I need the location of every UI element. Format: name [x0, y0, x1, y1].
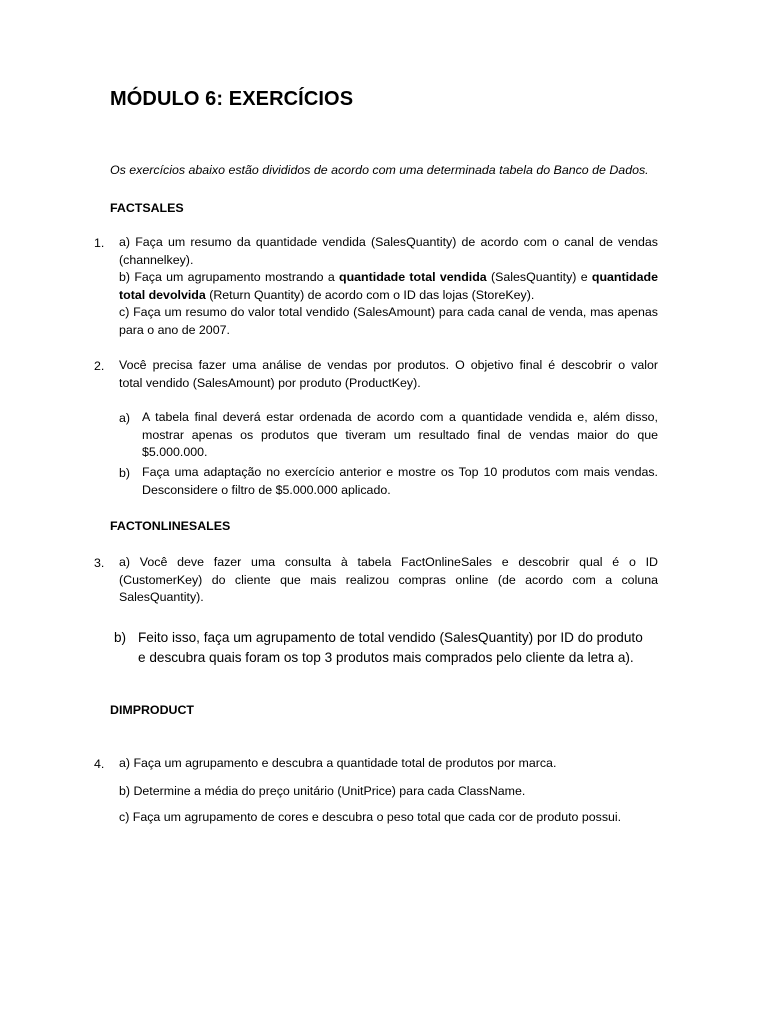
exercise-1b-text-mid: (SalesQuantity) e: [486, 270, 592, 285]
exercise-3b-line2: e descubra quais foram os top 3 produtos mais comprados pelo cliente da letra a).: [138, 650, 634, 665]
exercise-1-body: [119, 234, 658, 340]
exercise-1a-line1: a) Faça um resumo da quantidade vendida (SalesQuantity) de acordo com o canal de vendas: [119, 235, 658, 249]
exercise-3b-line1: Feito isso, faça um agrupamento de total vendido (SalesQuantity) por ID do produto: [138, 630, 643, 645]
exercise-1c-line1: c) Faça um resumo do valor total vendido (SalesAmount) para cada canal de venda, mas apenas: [119, 305, 658, 320]
exercise-2a-label: a): [119, 411, 131, 425]
exercise-2-line1: Você precisa fazer uma análise de vendas por produtos. O objetivo final é descobrir o valor: [119, 358, 658, 372]
exercise-2-number: 2.: [94, 359, 105, 373]
exercise-1c-line2: para o ano de 2007.: [119, 322, 230, 337]
section-factonlinesales: FACTONLINESALES: [110, 519, 231, 533]
exercise-2a-line1: A tabela final deverá estar ordenada de acordo com a quantidade vendida e, além disso,: [142, 410, 658, 424]
exercise-3b-body: [138, 628, 660, 668]
exercise-1b-line2: [119, 287, 658, 305]
exercise-4a: a) Faça um agrupamento e descubra a quantidade total de produtos por marca.: [119, 756, 557, 770]
section-dimproduct: DIMPRODUCT: [110, 703, 194, 717]
exercise-1b-text: b) Faça um agrupamento mostrando a: [119, 270, 340, 285]
exercise-1b-bold-returned: total devolvida: [119, 287, 206, 302]
exercise-2b-body: [142, 464, 658, 499]
exercise-2a-line3: $5.000.000.: [142, 445, 208, 460]
exercise-1-number: 1.: [94, 236, 105, 250]
exercise-2b-line1: Faça uma adaptação no exercício anterior e mostre os Top 10 produtos com mais vendas.: [142, 465, 658, 479]
section-factsales: FACTSALES: [110, 201, 184, 215]
exercise-2a-body: [142, 409, 658, 462]
exercise-1b-bold-quantity: quantidade: [591, 270, 658, 285]
exercise-4b: b) Determine a média do preço unitário (UnitPrice) para cada ClassName.: [119, 784, 526, 798]
exercise-4c: c) Faça um agrupamento de cores e descubra o peso total que cada cor de produto possui.: [119, 810, 622, 824]
exercise-1b-line1: [119, 269, 658, 287]
exercise-3a-body: [119, 554, 658, 607]
exercise-2-line2: total vendido (SalesAmount) por produto (ProductKey).: [119, 375, 421, 390]
page-title: MÓDULO 6: EXERCÍCIOS: [110, 88, 354, 110]
exercise-3-number: 3.: [94, 556, 105, 570]
exercise-3b-label: b): [114, 630, 127, 645]
exercise-4-number: 4.: [94, 757, 105, 771]
exercise-2-body: [119, 357, 658, 392]
exercise-3a-line3: SalesQuantity).: [119, 590, 204, 605]
intro-text: Os exercícios abaixo estão divididos de acordo com uma determinada tabela do Banco de Dados.: [110, 163, 649, 177]
exercise-1b-bold-sold: quantidade total vendida: [339, 270, 487, 285]
exercise-2b-line2: Desconsidere o filtro de $5.000.000 aplicado.: [142, 482, 391, 497]
exercise-2b-label: b): [119, 466, 131, 480]
exercise-3a-line2: (CustomerKey) do cliente que mais realizou compras online (de acordo com a coluna: [119, 572, 658, 587]
exercise-1a-line2: (channelkey).: [119, 252, 194, 267]
exercise-2a-line2: mostrar apenas os produtos que tiveram um resultado final de vendas maior do que: [142, 427, 658, 442]
exercise-1b-text-end: (Return Quantity) de acordo com o ID das lojas (StoreKey).: [205, 287, 535, 302]
exercise-3a-line1: a) Você deve fazer uma consulta à tabela FactOnlineSales e descobrir qual é o ID: [119, 555, 658, 569]
